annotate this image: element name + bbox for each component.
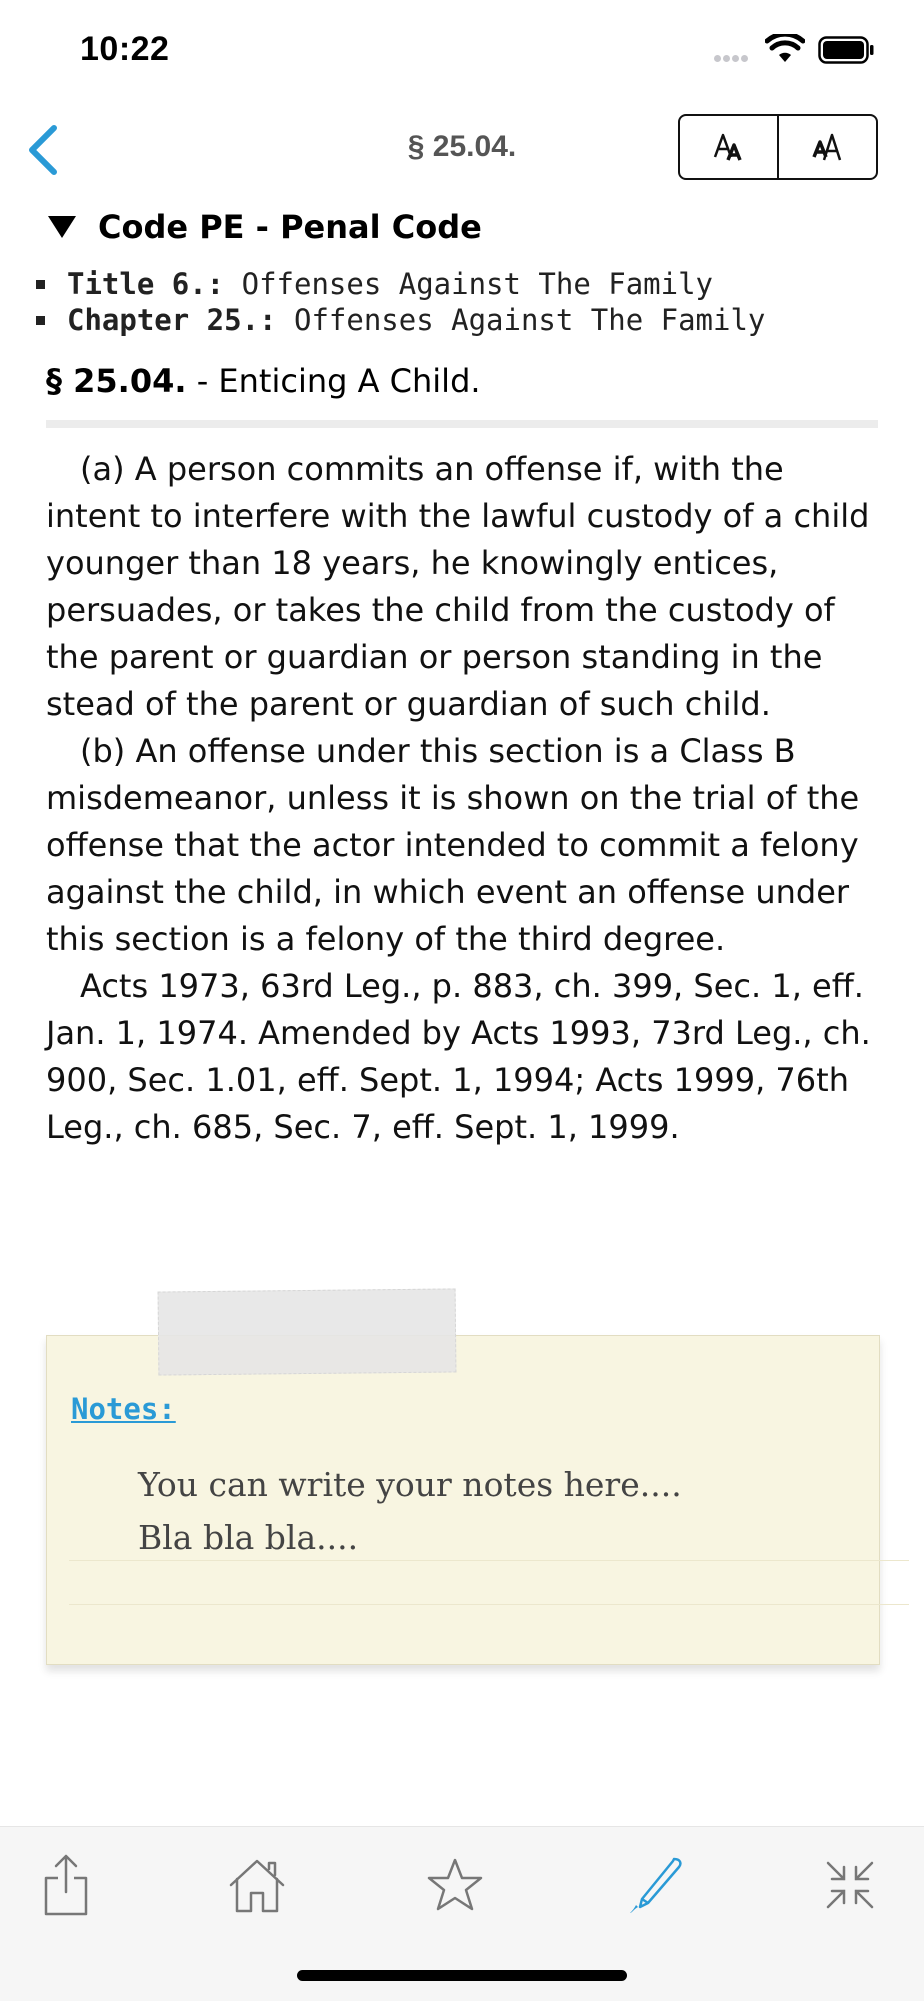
- wifi-icon: [765, 34, 805, 64]
- home-indicator[interactable]: [297, 1970, 627, 1981]
- code-header[interactable]: [48, 208, 482, 246]
- home-button[interactable]: [217, 1845, 297, 1925]
- statute-text: [46, 446, 882, 1151]
- home-icon: [225, 1853, 289, 1917]
- section-number: § 25.04.: [46, 362, 187, 400]
- breadcrumb: [36, 266, 765, 338]
- bullet-icon: [36, 316, 45, 325]
- breadcrumb-key: Chapter 25.:: [67, 303, 277, 337]
- breadcrumb-item-title[interactable]: [36, 266, 765, 302]
- cellular-signal-icon: [714, 55, 756, 65]
- notes-line: Bla bla bla....: [138, 1518, 359, 1557]
- collapse-button[interactable]: [810, 1845, 890, 1925]
- disclosure-triangle-icon: [48, 216, 76, 238]
- notes-card[interactable]: [46, 1335, 880, 1665]
- paragraph-b: (b) An offense under this section is a Class B misdemeanor, unless it is shown on the trial of the offense that the actor intended to commit a felony against the child, in which event an offense under this section is a felony of the third degree.: [46, 732, 860, 958]
- font-smaller-icon: [709, 127, 749, 167]
- font-larger-icon: [808, 127, 848, 167]
- star-icon: [425, 1855, 485, 1915]
- breadcrumb-value: Offenses Against The Family: [241, 267, 714, 301]
- breadcrumb-item-chapter[interactable]: [36, 302, 765, 338]
- notes-text[interactable]: [138, 1458, 682, 1564]
- annotate-button[interactable]: [616, 1845, 696, 1925]
- pen-icon: [624, 1853, 688, 1917]
- divider: [46, 420, 878, 428]
- status-bar: [0, 0, 924, 100]
- notes-label[interactable]: Notes:: [71, 1392, 176, 1426]
- collapse-icon: [822, 1857, 878, 1913]
- tape-decoration: [158, 1288, 457, 1375]
- decrease-font-button[interactable]: [680, 116, 777, 178]
- share-icon: [36, 1850, 96, 1920]
- increase-font-button[interactable]: [777, 116, 876, 178]
- breadcrumb-value: Offenses Against The Family: [293, 303, 766, 337]
- bullet-icon: [36, 280, 45, 289]
- notes-line: You can write your notes here....: [138, 1465, 682, 1504]
- navigation-bar: [0, 100, 924, 200]
- history-note: Acts 1973, 63rd Leg., p. 883, ch. 399, Sec. 1, eff. Jan. 1, 1974. Amended by Acts 1993, 73rd Leg., ch. 900, Sec. 1.01, eff. Sept. 1, 1994; Acts 1999, 76th Leg., ch. 685, Sec. 7, eff. Sept. 1, 1999.: [46, 967, 871, 1146]
- font-size-control: [678, 114, 878, 180]
- code-label: Code PE - Penal Code: [98, 208, 482, 246]
- section-heading: [46, 362, 481, 400]
- favorite-button[interactable]: [415, 1845, 495, 1925]
- status-time: 10:22: [80, 30, 170, 68]
- section-title: - Enticing A Child.: [196, 362, 481, 400]
- battery-icon: [818, 36, 874, 64]
- share-button[interactable]: [26, 1845, 106, 1925]
- breadcrumb-key: Title 6.:: [67, 267, 225, 301]
- ruled-line: [69, 1604, 909, 1605]
- ruled-line: [69, 1560, 909, 1561]
- page-title: § 25.04.: [407, 130, 517, 163]
- paragraph-a: (a) A person commits an offense if, with the intent to interfere with the lawful custody of a child younger than 18 years, he knowingly entices, persuades, or takes the child from the custody of the parent or guardian or person standing in the stead of the parent or guardian of such child.: [46, 450, 870, 723]
